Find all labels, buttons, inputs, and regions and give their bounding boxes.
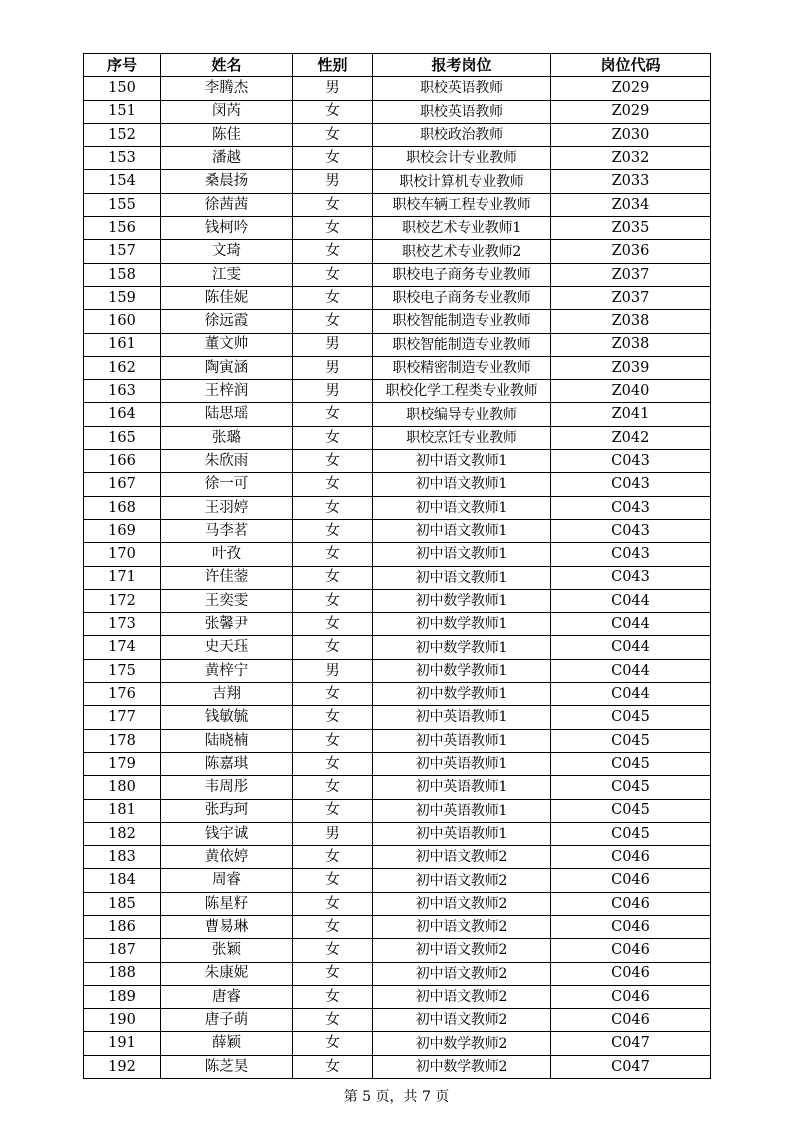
- cell-gender: 女: [293, 450, 373, 473]
- table-row: [84, 892, 711, 915]
- cell-name: 黄梓宁: [161, 659, 293, 682]
- cell-post-code: C046: [551, 869, 711, 892]
- cell-post: 职校车辆工程专业教师: [373, 193, 551, 216]
- cell-gender: 女: [293, 1009, 373, 1032]
- cell-gender: 女: [293, 1032, 373, 1055]
- cell-number: 163: [84, 380, 161, 403]
- table-row: [84, 822, 711, 845]
- cell-gender: 女: [293, 846, 373, 869]
- table-row: [84, 706, 711, 729]
- cell-number: 166: [84, 450, 161, 473]
- cell-post: 初中英语教师1: [373, 822, 551, 845]
- cell-gender: 女: [293, 496, 373, 519]
- cell-gender: 女: [293, 869, 373, 892]
- cell-post-code: C046: [551, 915, 711, 938]
- table-row: [84, 683, 711, 706]
- cell-name: 张颖: [161, 939, 293, 962]
- cell-post-code: Z038: [551, 333, 711, 356]
- table-row: [84, 496, 711, 519]
- table-row: [84, 752, 711, 775]
- table-row: [84, 310, 711, 333]
- table-body: [84, 77, 711, 1079]
- cell-name: 陈佳: [161, 123, 293, 146]
- cell-gender: 女: [293, 566, 373, 589]
- cell-post: 职校化学工程类专业教师: [373, 380, 551, 403]
- cell-number: 190: [84, 1009, 161, 1032]
- cell-number: 169: [84, 519, 161, 542]
- cell-number: 151: [84, 100, 161, 123]
- cell-gender: 女: [293, 100, 373, 123]
- table-row: [84, 659, 711, 682]
- cell-post: 职校智能制造专业教师: [373, 310, 551, 333]
- cell-name: 董文帅: [161, 333, 293, 356]
- cell-post: 职校烹饪专业教师: [373, 426, 551, 449]
- cell-gender: 女: [293, 403, 373, 426]
- cell-post-code: Z038: [551, 310, 711, 333]
- table-row: [84, 846, 711, 869]
- cell-name: 文琦: [161, 240, 293, 263]
- cell-gender: 女: [293, 519, 373, 542]
- table-row: [84, 962, 711, 985]
- cell-name: 黄依婷: [161, 846, 293, 869]
- table-row: [84, 939, 711, 962]
- cell-post-code: C043: [551, 473, 711, 496]
- cell-number: 159: [84, 286, 161, 309]
- cell-gender: 女: [293, 473, 373, 496]
- cell-gender: 男: [293, 356, 373, 379]
- cell-name: 江雯: [161, 263, 293, 286]
- cell-post: 初中语文教师1: [373, 543, 551, 566]
- table-header-row: [84, 54, 711, 77]
- cell-number: 179: [84, 752, 161, 775]
- cell-name: 钱柯吟: [161, 217, 293, 240]
- cell-number: 156: [84, 217, 161, 240]
- cell-post: 职校英语教师: [373, 100, 551, 123]
- cell-post-code: C044: [551, 683, 711, 706]
- cell-post-code: C045: [551, 706, 711, 729]
- cell-post: 初中英语教师1: [373, 706, 551, 729]
- table-row: [84, 333, 711, 356]
- cell-number: 158: [84, 263, 161, 286]
- cell-name: 朱欣雨: [161, 450, 293, 473]
- cell-post-code: C044: [551, 613, 711, 636]
- cell-number: 154: [84, 170, 161, 193]
- cell-name: 钱宇诚: [161, 822, 293, 845]
- table-row: [84, 286, 711, 309]
- roster-table: [83, 53, 711, 1079]
- cell-post: 初中数学教师1: [373, 683, 551, 706]
- table-row: [84, 799, 711, 822]
- header-gender: 性别: [293, 54, 373, 77]
- table-row: [84, 193, 711, 216]
- cell-number: 189: [84, 985, 161, 1008]
- cell-post-code: Z029: [551, 100, 711, 123]
- cell-gender: 女: [293, 985, 373, 1008]
- cell-post-code: Z040: [551, 380, 711, 403]
- cell-gender: 女: [293, 123, 373, 146]
- cell-number: 168: [84, 496, 161, 519]
- cell-number: 184: [84, 869, 161, 892]
- table-row: [84, 543, 711, 566]
- cell-gender: 女: [293, 217, 373, 240]
- table-row: [84, 403, 711, 426]
- cell-post: 职校精密制造专业教师: [373, 356, 551, 379]
- table-row: [84, 263, 711, 286]
- table-row: [84, 170, 711, 193]
- cell-name: 陆思瑶: [161, 403, 293, 426]
- cell-name: 徐远霞: [161, 310, 293, 333]
- cell-post-code: C047: [551, 1055, 711, 1078]
- cell-gender: 女: [293, 613, 373, 636]
- cell-name: 张馨尹: [161, 613, 293, 636]
- cell-post: 初中语文教师1: [373, 519, 551, 542]
- cell-gender: 女: [293, 962, 373, 985]
- cell-post-code: C046: [551, 892, 711, 915]
- cell-post-code: Z041: [551, 403, 711, 426]
- cell-name: 吉翔: [161, 683, 293, 706]
- cell-post-code: Z037: [551, 286, 711, 309]
- cell-name: 陈嘉琪: [161, 752, 293, 775]
- table-row: [84, 589, 711, 612]
- cell-gender: 男: [293, 77, 373, 100]
- cell-gender: 女: [293, 729, 373, 752]
- cell-gender: 女: [293, 240, 373, 263]
- cell-post-code: Z035: [551, 217, 711, 240]
- cell-post-code: Z034: [551, 193, 711, 216]
- cell-gender: 女: [293, 310, 373, 333]
- cell-post: 职校电子商务专业教师: [373, 286, 551, 309]
- cell-number: 164: [84, 403, 161, 426]
- cell-number: 183: [84, 846, 161, 869]
- cell-number: 180: [84, 776, 161, 799]
- cell-name: 许佳蓥: [161, 566, 293, 589]
- cell-post: 初中语文教师2: [373, 962, 551, 985]
- table-row: [84, 426, 711, 449]
- cell-name: 王奕雯: [161, 589, 293, 612]
- cell-gender: 男: [293, 170, 373, 193]
- cell-post: 初中语文教师2: [373, 869, 551, 892]
- cell-number: 161: [84, 333, 161, 356]
- cell-gender: 女: [293, 286, 373, 309]
- cell-number: 191: [84, 1032, 161, 1055]
- cell-post-code: C045: [551, 799, 711, 822]
- cell-post: 职校电子商务专业教师: [373, 263, 551, 286]
- cell-gender: 女: [293, 589, 373, 612]
- table-row: [84, 636, 711, 659]
- cell-post: 初中语文教师2: [373, 1009, 551, 1032]
- cell-gender: 女: [293, 543, 373, 566]
- cell-gender: 女: [293, 263, 373, 286]
- table-row: [84, 729, 711, 752]
- header-name: 姓名: [161, 54, 293, 77]
- cell-number: 167: [84, 473, 161, 496]
- cell-gender: 女: [293, 799, 373, 822]
- cell-post-code: Z029: [551, 77, 711, 100]
- table-row: [84, 473, 711, 496]
- cell-post-code: C046: [551, 962, 711, 985]
- cell-gender: 女: [293, 939, 373, 962]
- cell-post-code: C046: [551, 1009, 711, 1032]
- cell-number: 173: [84, 613, 161, 636]
- cell-number: 150: [84, 77, 161, 100]
- table-row: [84, 1032, 711, 1055]
- cell-gender: 男: [293, 659, 373, 682]
- cell-post-code: Z030: [551, 123, 711, 146]
- cell-name: 王梓润: [161, 380, 293, 403]
- cell-post-code: C045: [551, 822, 711, 845]
- table-row: [84, 240, 711, 263]
- cell-name: 史天珏: [161, 636, 293, 659]
- cell-name: 徐一可: [161, 473, 293, 496]
- table-row: [84, 380, 711, 403]
- cell-name: 徐茜茜: [161, 193, 293, 216]
- table-row: [84, 123, 711, 146]
- cell-post: 初中语文教师2: [373, 915, 551, 938]
- cell-name: 闵芮: [161, 100, 293, 123]
- cell-post-code: C043: [551, 496, 711, 519]
- cell-gender: 女: [293, 776, 373, 799]
- cell-name: 韦周彤: [161, 776, 293, 799]
- cell-number: 162: [84, 356, 161, 379]
- cell-name: 王羽婷: [161, 496, 293, 519]
- cell-post-code: C045: [551, 752, 711, 775]
- cell-post: 初中数学教师1: [373, 613, 551, 636]
- cell-name: 桑晨扬: [161, 170, 293, 193]
- cell-gender: 女: [293, 706, 373, 729]
- cell-name: 薛颖: [161, 1032, 293, 1055]
- table-row: [84, 217, 711, 240]
- table-row: [84, 519, 711, 542]
- cell-name: 钱敏毓: [161, 706, 293, 729]
- cell-post: 职校艺术专业教师1: [373, 217, 551, 240]
- table-row: [84, 450, 711, 473]
- cell-post: 初中语文教师2: [373, 846, 551, 869]
- cell-gender: 女: [293, 892, 373, 915]
- cell-gender: 女: [293, 636, 373, 659]
- cell-post-code: Z036: [551, 240, 711, 263]
- table-row: [84, 985, 711, 1008]
- cell-number: 160: [84, 310, 161, 333]
- cell-gender: 女: [293, 1055, 373, 1078]
- cell-name: 李腾杰: [161, 77, 293, 100]
- cell-post: 初中语文教师1: [373, 450, 551, 473]
- cell-post-code: C044: [551, 589, 711, 612]
- cell-number: 155: [84, 193, 161, 216]
- cell-name: 周睿: [161, 869, 293, 892]
- cell-number: 170: [84, 543, 161, 566]
- cell-post-code: C046: [551, 939, 711, 962]
- cell-post: 职校艺术专业教师2: [373, 240, 551, 263]
- cell-post: 初中英语教师1: [373, 776, 551, 799]
- cell-number: 171: [84, 566, 161, 589]
- cell-number: 192: [84, 1055, 161, 1078]
- cell-post-code: C043: [551, 519, 711, 542]
- cell-number: 152: [84, 123, 161, 146]
- table-row: [84, 869, 711, 892]
- cell-name: 陈佳妮: [161, 286, 293, 309]
- cell-name: 曹易琳: [161, 915, 293, 938]
- cell-gender: 女: [293, 683, 373, 706]
- cell-number: 186: [84, 915, 161, 938]
- cell-number: 185: [84, 892, 161, 915]
- table-row: [84, 100, 711, 123]
- cell-number: 188: [84, 962, 161, 985]
- cell-gender: 女: [293, 426, 373, 449]
- table-row: [84, 147, 711, 170]
- cell-post: 初中语文教师1: [373, 496, 551, 519]
- cell-post: 初中语文教师2: [373, 939, 551, 962]
- table-row: [84, 1055, 711, 1078]
- cell-number: 157: [84, 240, 161, 263]
- cell-gender: 女: [293, 752, 373, 775]
- cell-post: 初中语文教师1: [373, 566, 551, 589]
- cell-gender: 女: [293, 193, 373, 216]
- page-footer: 第 5 页，共 7 页: [343, 1089, 450, 1105]
- cell-post-code: C046: [551, 846, 711, 869]
- cell-number: 176: [84, 683, 161, 706]
- cell-name: 叶孜: [161, 543, 293, 566]
- cell-post: 初中英语教师1: [373, 729, 551, 752]
- cell-post: 职校编导专业教师: [373, 403, 551, 426]
- cell-post: 初中数学教师2: [373, 1055, 551, 1078]
- cell-number: 182: [84, 822, 161, 845]
- cell-name: 唐子萌: [161, 1009, 293, 1032]
- cell-post-code: C043: [551, 566, 711, 589]
- cell-name: 唐睿: [161, 985, 293, 1008]
- header-post: 报考岗位: [373, 54, 551, 77]
- table-row: [84, 1009, 711, 1032]
- cell-number: 178: [84, 729, 161, 752]
- cell-name: 陈芝昊: [161, 1055, 293, 1078]
- cell-post: 初中语文教师2: [373, 892, 551, 915]
- cell-post-code: C046: [551, 985, 711, 1008]
- cell-post: 职校计算机专业教师: [373, 170, 551, 193]
- cell-name: 陈星籽: [161, 892, 293, 915]
- cell-name: 陆晓楠: [161, 729, 293, 752]
- cell-post-code: C044: [551, 636, 711, 659]
- cell-gender: 男: [293, 333, 373, 356]
- cell-post: 初中语文教师2: [373, 985, 551, 1008]
- cell-name: 潘越: [161, 147, 293, 170]
- cell-post-code: Z042: [551, 426, 711, 449]
- header-post-code: 岗位代码: [551, 54, 711, 77]
- table-row: [84, 356, 711, 379]
- cell-number: 165: [84, 426, 161, 449]
- cell-name: 朱康妮: [161, 962, 293, 985]
- cell-gender: 男: [293, 822, 373, 845]
- cell-post-code: Z033: [551, 170, 711, 193]
- cell-post: 初中语文教师1: [373, 473, 551, 496]
- cell-post: 初中英语教师1: [373, 752, 551, 775]
- cell-name: 陶寅涵: [161, 356, 293, 379]
- cell-gender: 男: [293, 380, 373, 403]
- cell-number: 172: [84, 589, 161, 612]
- cell-post-code: C045: [551, 729, 711, 752]
- cell-number: 181: [84, 799, 161, 822]
- cell-number: 177: [84, 706, 161, 729]
- cell-post: 初中数学教师1: [373, 636, 551, 659]
- cell-post: 职校会计专业教师: [373, 147, 551, 170]
- cell-number: 187: [84, 939, 161, 962]
- cell-number: 153: [84, 147, 161, 170]
- cell-post-code: C045: [551, 776, 711, 799]
- cell-post-code: C044: [551, 659, 711, 682]
- cell-name: 马李茗: [161, 519, 293, 542]
- cell-post: 职校智能制造专业教师: [373, 333, 551, 356]
- table-row: [84, 776, 711, 799]
- cell-post-code: Z037: [551, 263, 711, 286]
- cell-post: 初中数学教师1: [373, 589, 551, 612]
- cell-post-code: Z039: [551, 356, 711, 379]
- table-row: [84, 77, 711, 100]
- cell-number: 174: [84, 636, 161, 659]
- cell-post-code: Z032: [551, 147, 711, 170]
- cell-post-code: C043: [551, 450, 711, 473]
- cell-gender: 女: [293, 915, 373, 938]
- cell-post-code: C043: [551, 543, 711, 566]
- cell-number: 175: [84, 659, 161, 682]
- table-row: [84, 915, 711, 938]
- cell-post: 初中数学教师1: [373, 659, 551, 682]
- cell-gender: 女: [293, 147, 373, 170]
- header-number: 序号: [84, 54, 161, 77]
- table-row: [84, 613, 711, 636]
- table-row: [84, 566, 711, 589]
- cell-name: 张璐: [161, 426, 293, 449]
- cell-name: 张玙珂: [161, 799, 293, 822]
- cell-post: 初中英语教师1: [373, 799, 551, 822]
- cell-post: 职校政治教师: [373, 123, 551, 146]
- cell-post-code: C047: [551, 1032, 711, 1055]
- cell-post: 初中数学教师2: [373, 1032, 551, 1055]
- cell-post: 职校英语教师: [373, 77, 551, 100]
